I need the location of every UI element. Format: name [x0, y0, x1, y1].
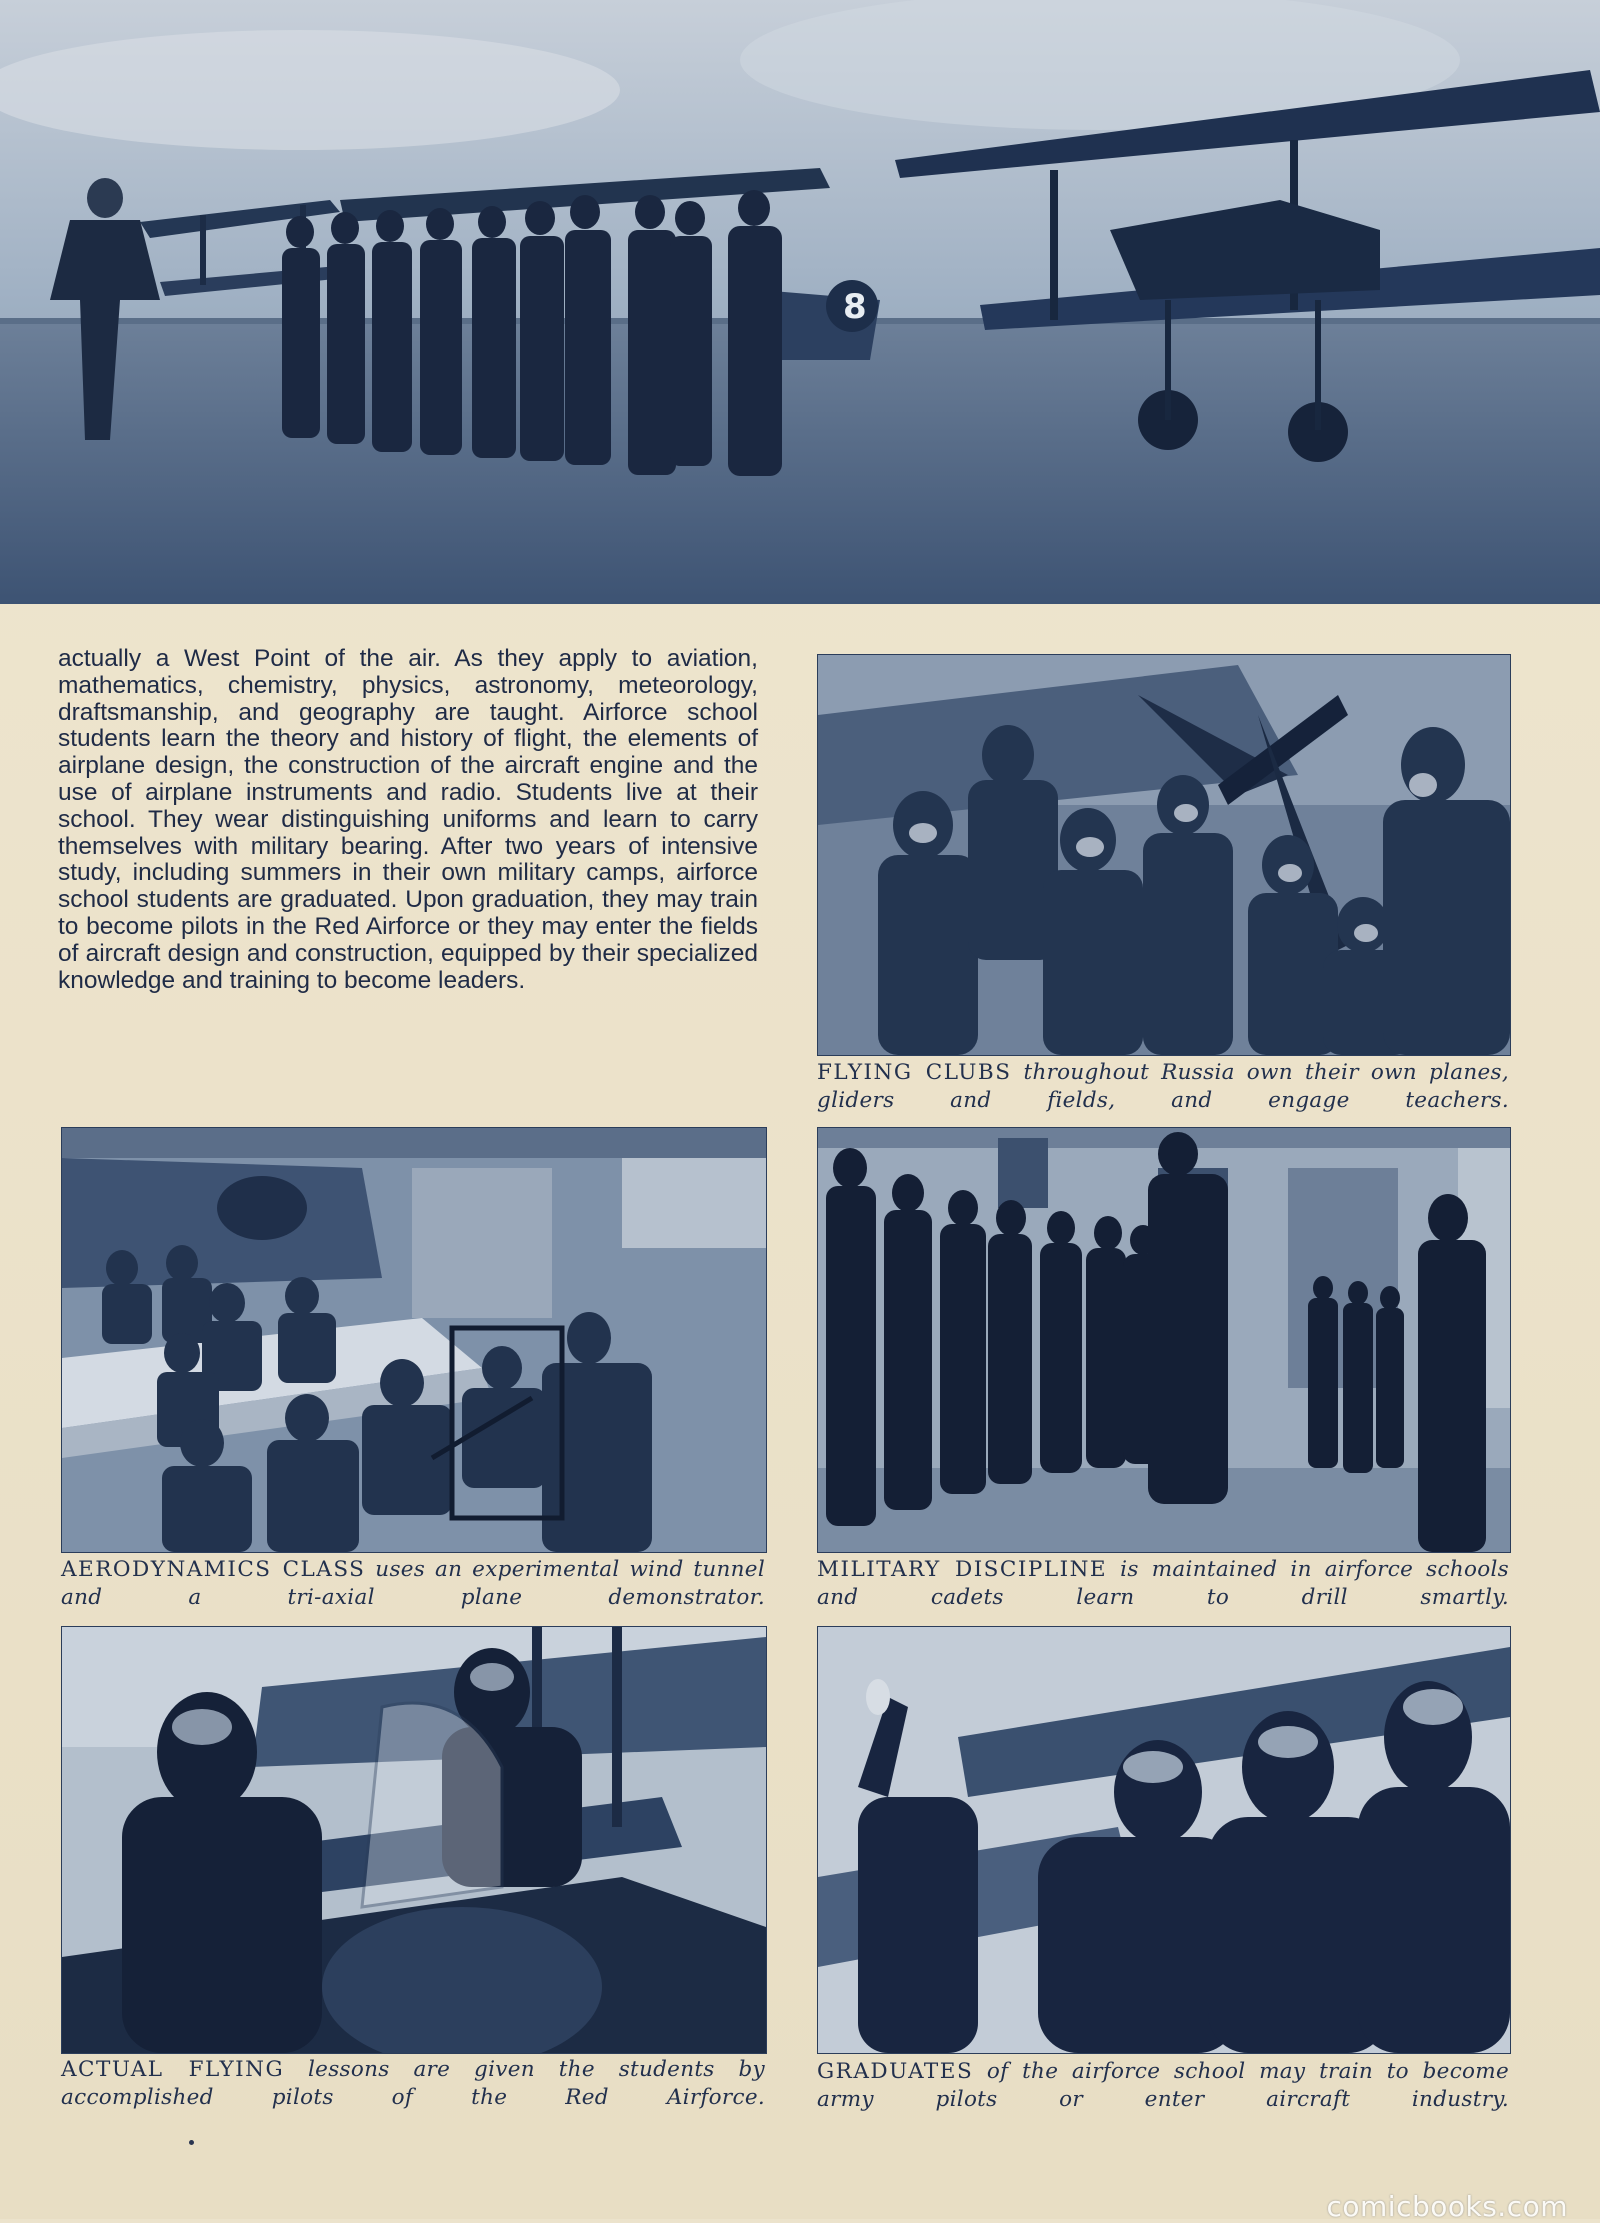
- caption-text: lessons are given the students by accomplished pilots of the Red Airforce.: [61, 2057, 765, 2110]
- flying-clubs-illustration: [818, 655, 1510, 1055]
- graduates-photo: [817, 1626, 1511, 2054]
- flying-clubs-photo: [817, 654, 1511, 1056]
- aerodynamics-class-photo: [61, 1127, 767, 1553]
- page-speck: [189, 2140, 194, 2145]
- hero-photo-cadets-and-biplanes: [0, 0, 1600, 604]
- article-body-text: actually a West Point of the air. As they apply to aviation, mathematics, chemistry, physics, astronomy, meteorology, draftsmanship, and geography are taught. Airforce school students learn the theory and history of flight, the elements of airplane design, the construction of the aircraft engine and the use of airplane instruments and radio. Students live at their school. They wear distinguishing uniforms and learn to carry themselves with military bearing. After two years of intensive study, including summers in their own military camps, airforce school students are graduated. Upon graduation, they may train to become pilots in the Red Airforce or they may enter the fields of aircraft design and construction, equipped by their specialized knowledge and training to become leaders.: [58, 645, 758, 994]
- military-discipline-illustration: [818, 1128, 1510, 1552]
- caption-lead: GRADUATES: [817, 2059, 974, 2084]
- tail-number: 8: [843, 287, 867, 327]
- aerodynamics-caption: [61, 1556, 765, 1612]
- actual-flying-caption: [61, 2056, 765, 2112]
- caption-text: is maintained in airforce schools and cadets learn to drill smartly.: [817, 1557, 1509, 1610]
- actual-flying-illustration: [62, 1627, 766, 2053]
- watermark: comicbooks.com: [1326, 2190, 1568, 2223]
- aerodynamics-class-illustration: [62, 1128, 766, 1552]
- hero-photo-illustration: [0, 0, 1600, 604]
- caption-lead: AERODYNAMICS CLASS: [61, 1557, 366, 1582]
- actual-flying-photo: [61, 1626, 767, 2054]
- caption-text: of the airforce school may train to become army pilots or enter aircraft industry.: [817, 2059, 1509, 2112]
- graduates-illustration: [818, 1627, 1510, 2053]
- caption-text: uses an experimental wind tunnel and a tri-axial plane demonstrator.: [61, 1557, 765, 1610]
- military-discipline-photo: [817, 1127, 1511, 1553]
- caption-lead: ACTUAL FLYING: [61, 2057, 285, 2082]
- caption-lead: MILITARY DISCIPLINE: [817, 1557, 1108, 1582]
- military-discipline-caption: [817, 1556, 1509, 1612]
- graduates-caption: [817, 2058, 1509, 2114]
- flying-clubs-caption: [817, 1059, 1509, 1115]
- caption-lead: FLYING CLUBS: [817, 1060, 1012, 1085]
- caption-text: throughout Russia own their own planes, gliders and fields, and engage teachers.: [817, 1060, 1510, 1113]
